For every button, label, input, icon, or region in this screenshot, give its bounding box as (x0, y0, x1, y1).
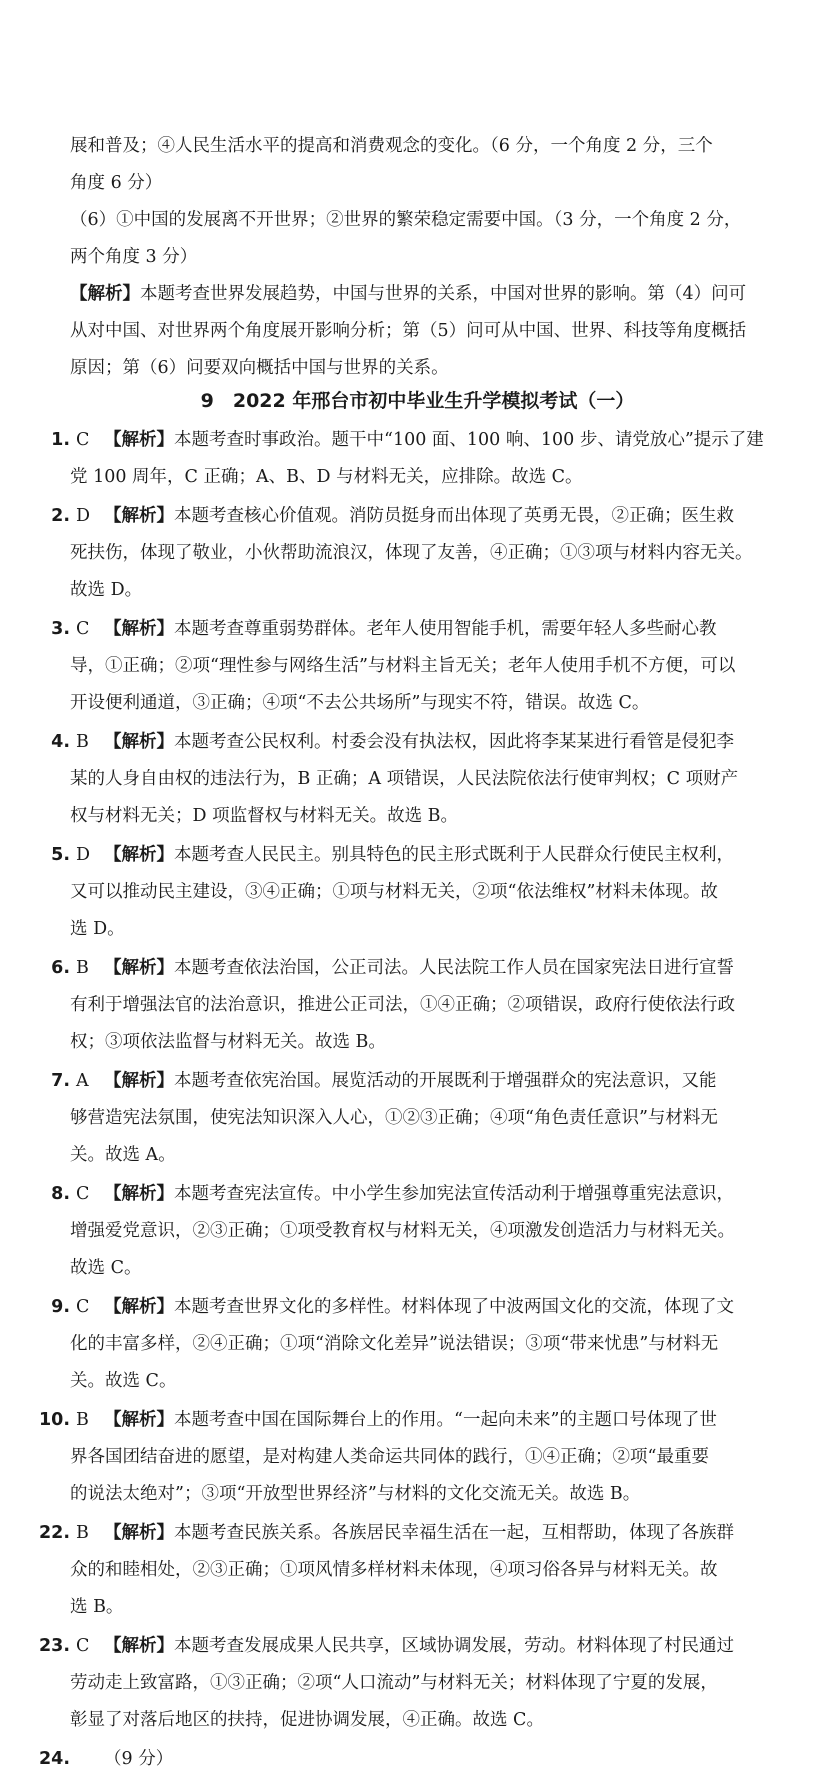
analysis-tag: 【解析】 (104, 619, 174, 639)
answer-text-line: 权与材料无关；D 项监督权与材料无关。故选 B。 (70, 806, 459, 826)
answer-first-line (28, 1289, 788, 1326)
answer-text: 本题考查时事政治。题干中“100 面、100 响、100 步、请党放心”提示了建 (174, 430, 764, 450)
question-number: 24. (38, 1749, 70, 1769)
question-number: 10. (38, 1410, 70, 1430)
answer-text: 本题考查依法治国，公正司法。人民法院工作人员在国家宪法日进行宣誓 (174, 958, 734, 978)
analysis-tag: 【解析】 (104, 1410, 174, 1430)
answer-first-line (28, 1402, 788, 1439)
answer-text-line: 选 D。 (70, 919, 125, 939)
analysis-tag: 【解析】 (104, 732, 174, 752)
analysis-tag: 【解析】 (104, 845, 174, 865)
answer-item (28, 1402, 788, 1513)
answer-text: 本题考查世界文化的多样性。材料体现了中波两国文化的交流，体现了文 (174, 1297, 734, 1317)
answer-text-line: 导，①正确；②项“理性参与网络生活”与材料主旨无关；老年人使用手机不方便，可以 (70, 656, 736, 676)
analysis-tag: 【解析】 (104, 1184, 174, 1204)
answer-item (28, 837, 788, 948)
analysis-tag: 【解析】 (104, 1071, 174, 1091)
answer-text-line: 选 B。 (70, 1597, 124, 1617)
analysis-tag: 【解析】 (70, 284, 140, 304)
analysis-line: 【解析】本题考查世界发展趋势，中国与世界的关系，中国对世界的影响。第（4）问可 (70, 284, 747, 304)
analysis-tag: 【解析】 (104, 1523, 174, 1543)
text-line: 两个角度 3 分） (70, 247, 198, 267)
answer-text-line: 界各国团结奋进的愿望，是对构建人类命运共同体的践行，①④正确；②项“最重要 (70, 1447, 709, 1467)
answer-text-line: 死扶伤，体现了敬业，小伙帮助流浪汉，体现了友善，④正确；①③项与材料内容无关。 (70, 543, 753, 563)
question-number: 3. (51, 619, 70, 639)
question-number: 2. (51, 506, 70, 526)
answer-choice: C (76, 430, 90, 450)
answer-text: 本题考查中国在国际舞台上的作用。“一起向未来”的主题口号体现了世 (174, 1410, 717, 1430)
answer-first-line (28, 950, 788, 987)
analysis-tag: 【解析】 (104, 958, 174, 978)
answer-choice: B (76, 732, 89, 752)
answer-choice: D (76, 506, 91, 526)
answer-first-line (28, 1741, 788, 1778)
text-line: 角度 6 分） (70, 173, 163, 193)
answer-item (28, 724, 788, 835)
answer-text: 本题考查人民民主。别具特色的民主形式既利于人民群众行使民主权利， (174, 845, 734, 865)
answer-item (28, 1289, 788, 1400)
answer-text-line: 又可以推动民主建设，③④正确；①项与材料无关，②项“依法维权”材料未体现。故 (70, 882, 718, 902)
analysis-tag: 【解析】 (104, 506, 174, 526)
question-number: 9. (51, 1297, 70, 1317)
answer-text-line: 众的和睦相处，②③正确；①项风情多样材料未体现，④项习俗各异与材料无关。故 (70, 1560, 718, 1580)
answer-text-line: 某的人身自由权的违法行为，B 正确；A 项错误，人民法院依法行使审判权；C 项财产 (70, 769, 739, 789)
answer-first-line (28, 837, 788, 874)
answer-item (28, 950, 788, 1061)
answer-choice: C (76, 1636, 90, 1656)
answer-text-line: 关。故选 A。 (70, 1145, 176, 1165)
text-line: 从对中国、对世界两个角度展开影响分析；第（5）问可从中国、世界、科技等角度概括 (70, 321, 747, 341)
answer-choice: B (76, 1523, 89, 1543)
answer-text-line: 彰显了对落后地区的扶持，促进协调发展，④正确。故选 C。 (70, 1710, 544, 1730)
answer-choice: C (76, 1184, 90, 1204)
answer-text-line: 权；③项依法监督与材料无关。故选 B。 (70, 1032, 386, 1052)
analysis-tag: 【解析】 (104, 1297, 174, 1317)
answer-text-line: 的说法太绝对”；③项“开放型世界经济”与材料的文化交流无关。故选 B。 (70, 1484, 641, 1504)
answer-first-line (28, 422, 788, 459)
answer-item (28, 1176, 788, 1287)
question-number: 22. (38, 1523, 70, 1543)
answer-text-line: 故选 C。 (70, 1258, 142, 1278)
answer-text-line: 劳动走上致富路，①③正确；②项“人口流动”与材料无关；材料体现了宁夏的发展， (70, 1673, 718, 1693)
answer-item (28, 1515, 788, 1626)
answer-text-line: 够营造宪法氛围，使宪法知识深入人心，①②③正确；④项“角色责任意识”与材料无 (70, 1108, 718, 1128)
answer-text-line: 有利于增强法官的法治意识，推进公正司法，①④正确；②项错误，政府行使依法行政 (70, 995, 735, 1015)
question-number: 4. (51, 732, 70, 752)
previous-answer-continuation (70, 128, 770, 387)
text-line: 展和普及；④人民生活水平的提高和消费观念的变化。（6 分，一个角度 2 分，三个 (70, 136, 713, 156)
answer-first-line (28, 1063, 788, 1100)
question-number: 23. (38, 1636, 70, 1656)
answer-text-line: 关。故选 C。 (70, 1371, 177, 1391)
answer-choice: B (76, 958, 89, 978)
answer-text: 本题考查核心价值观。消防员挺身而出体现了英勇无畏，②正确；医生救 (174, 506, 734, 526)
answer-choice: C (76, 1297, 90, 1317)
answer-text: （9 分） (104, 1749, 174, 1769)
answer-text: 本题考查民族关系。各族居民幸福生活在一起，互相帮助，体现了各族群 (174, 1523, 734, 1543)
answer-text-line: 化的丰富多样，②④正确；①项“消除文化差异”说法错误；③项“带来忧患”与材料无 (70, 1334, 719, 1354)
answer-first-line (28, 1515, 788, 1552)
answer-text: 本题考查尊重弱势群体。老年人使用智能手机，需要年轻人多些耐心教 (174, 619, 717, 639)
question-number: 7. (51, 1071, 70, 1091)
section-title: 9 2022 年邢台市初中毕业生升学模拟考试（一） (200, 390, 635, 412)
answer-text: 本题考查公民权利。村委会没有执法权，因此将李某某进行看管是侵犯李 (174, 732, 734, 752)
answer-text-line: 开设便利通道，③正确；④项“不去公共场所”与现实不符，错误。故选 C。 (70, 693, 650, 713)
question-number: 8. (51, 1184, 70, 1204)
question-number: 6. (51, 958, 70, 978)
answer-item (28, 1741, 788, 1778)
answer-first-line (28, 1628, 788, 1665)
text-line: （6）①中国的发展离不开世界；②世界的繁荣稳定需要中国。（3 分，一个角度 2 分， (70, 210, 742, 230)
answer-text: 本题考查发展成果人民共享，区域协调发展，劳动。材料体现了村民通过 (174, 1636, 734, 1656)
question-number: 5. (51, 845, 70, 865)
answer-item (28, 422, 788, 496)
answer-text-line: 增强爱党意识，②③正确；①项受教育权与材料无关，④项激发创造活力与材料无关。 (70, 1221, 735, 1241)
answer-text: 本题考查依宪治国。展览活动的开展既利于增强群众的宪法意识，又能 (174, 1071, 717, 1091)
answer-choice: A (76, 1071, 89, 1091)
question-number: 1. (51, 430, 70, 450)
answer-item (28, 1063, 788, 1174)
analysis-tag: 【解析】 (104, 430, 174, 450)
answer-first-line (28, 611, 788, 648)
answer-item (28, 1628, 788, 1739)
answer-choice: B (76, 1410, 89, 1430)
answer-first-line (28, 1176, 788, 1213)
answer-first-line (28, 498, 788, 535)
answer-choice: C (76, 619, 90, 639)
answer-first-line (28, 724, 788, 761)
analysis-tag: 【解析】 (104, 1636, 174, 1656)
answer-choice: D (76, 845, 91, 865)
answer-text: 本题考查宪法宣传。中小学生参加宪法宣传活动利于增强尊重宪法意识， (174, 1184, 734, 1204)
answer-item (28, 498, 788, 609)
answer-text-line: 党 100 周年，C 正确；A、B、D 与材料无关，应排除。故选 C。 (70, 467, 583, 487)
text-line: 原因；第（6）问要双向概括中国与世界的关系。 (70, 358, 449, 378)
answer-item (28, 611, 788, 722)
answer-text-line: 故选 D。 (70, 580, 143, 600)
